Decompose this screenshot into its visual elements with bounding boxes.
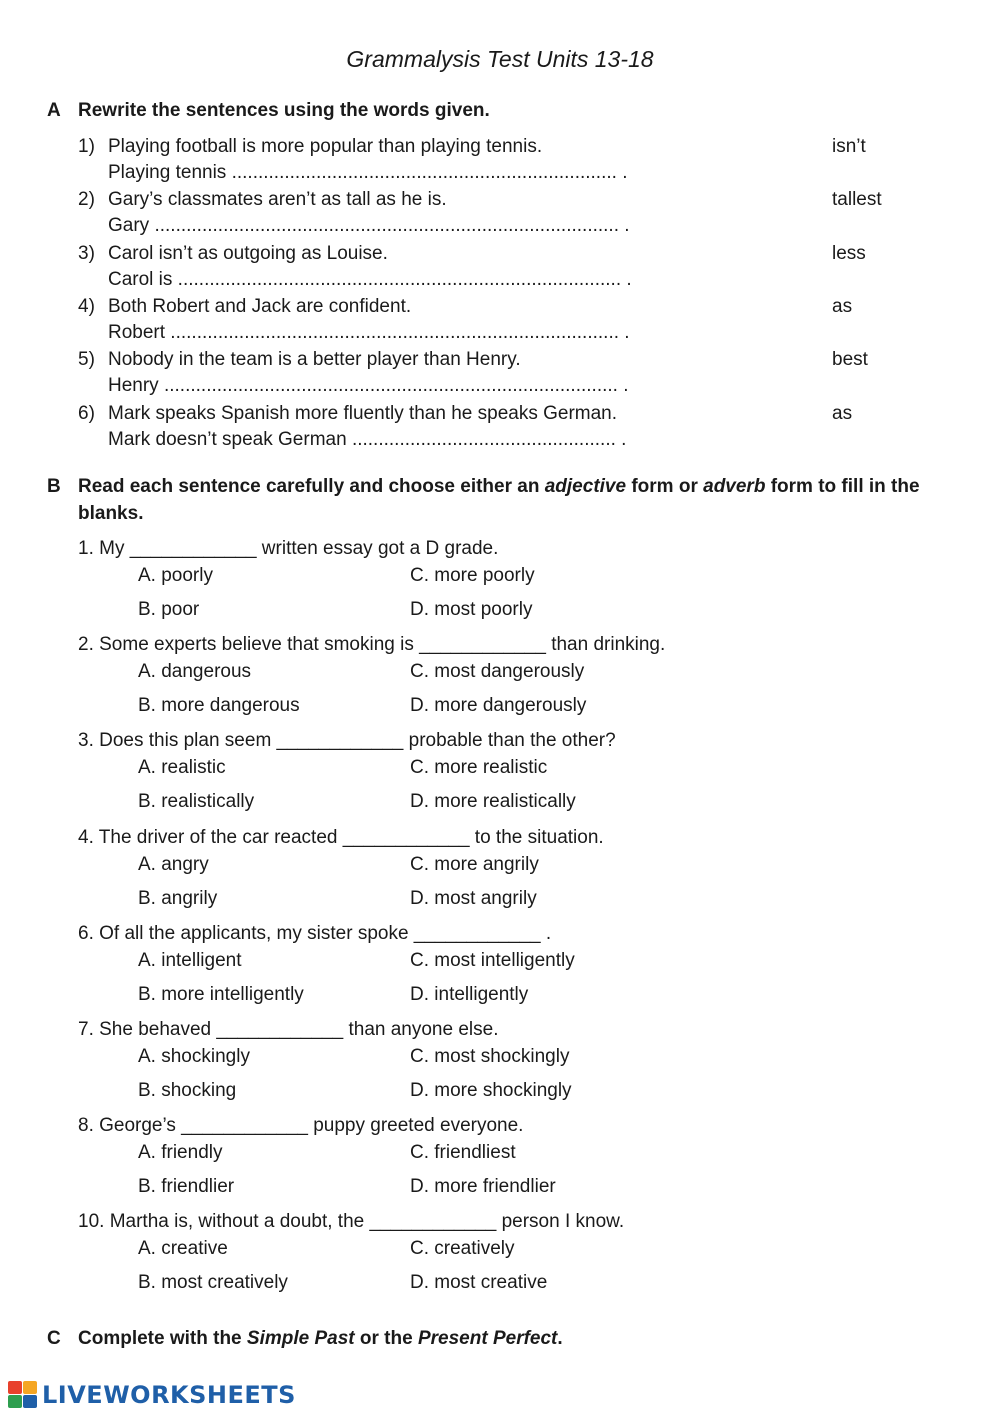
page-title: Grammalysis Test Units 13-18	[346, 46, 654, 72]
rewrite-item-number: 4)	[78, 296, 95, 317]
option-c: C. most dangerously	[410, 661, 585, 682]
option-d: D. most angrily	[410, 888, 537, 909]
option-d: D. more dangerously	[410, 695, 587, 716]
rewrite-item-number: 3)	[78, 243, 95, 264]
option-c: C. more realistic	[410, 757, 548, 778]
section-c-heading-italic: Simple Past	[246, 1328, 355, 1349]
option-d: D. more friendlier	[410, 1176, 556, 1197]
rewrite-item-number: 2)	[78, 189, 95, 210]
rewrite-item-sentence: Carol isn’t as outgoing as Louise.	[108, 243, 388, 264]
option-b: B. friendlier	[138, 1176, 235, 1197]
section-a-heading: Rewrite the sentences using the words given.	[78, 100, 490, 121]
option-d: D. more realistically	[410, 791, 576, 812]
option-a: A. intelligent	[138, 950, 242, 971]
question-text: 2. Some experts believe that smoking is ____________ than drinking.	[78, 634, 666, 655]
rewrite-item-prompt: Carol is .................................................................................... .	[108, 269, 632, 290]
section-b-letter: B	[47, 476, 61, 497]
logo-text: LIVEWORKSHEETS	[42, 1381, 296, 1409]
section-c-heading	[78, 1325, 563, 1352]
rewrite-item-keyword: less	[832, 243, 866, 264]
rewrite-item-number: 6)	[78, 403, 95, 424]
rewrite-item-number: 1)	[78, 136, 95, 157]
section-c-heading-italic: Present Perfect	[417, 1328, 558, 1349]
logo-badge-icon	[8, 1381, 38, 1409]
option-d: D. more shockingly	[410, 1080, 572, 1101]
option-b: B. more dangerous	[138, 695, 300, 716]
section-c-heading-part: .	[557, 1328, 563, 1349]
logo-badge-square	[8, 1381, 22, 1394]
question-text: 4. The driver of the car reacted ____________ to the situation.	[78, 827, 604, 848]
option-a: A. angry	[138, 854, 209, 875]
rewrite-item-sentence: Both Robert and Jack are confident.	[108, 296, 412, 317]
section-c-letter: C	[47, 1328, 61, 1349]
question-text: 1. My ____________ written essay got a D grade.	[78, 538, 499, 559]
option-c: C. creatively	[410, 1238, 515, 1259]
rewrite-item-keyword: as	[832, 403, 853, 424]
rewrite-item-sentence: Mark speaks Spanish more fluently than he speaks German.	[108, 403, 618, 424]
option-d: D. most poorly	[410, 599, 533, 620]
rewrite-item-sentence: Gary’s classmates aren’t as tall as he is.	[108, 189, 447, 210]
option-b: B. most creatively	[138, 1272, 288, 1293]
question-text: 8. George’s ____________ puppy greeted everyone.	[78, 1115, 524, 1136]
option-a: A. realistic	[138, 757, 226, 778]
option-a: A. shockingly	[138, 1046, 250, 1067]
section-b-heading-part: form to fill in the blanks.	[78, 476, 920, 524]
option-c: C. more poorly	[410, 565, 535, 586]
rewrite-item-prompt: Mark doesn’t speak German .................................................. .	[108, 429, 627, 450]
rewrite-item-keyword: best	[832, 349, 868, 370]
option-d: D. most creative	[410, 1272, 548, 1293]
question-text: 3. Does this plan seem ____________ probable than the other?	[78, 730, 616, 751]
section-b-heading-part: Read each sentence carefully and choose either an	[78, 476, 545, 497]
rewrite-item-prompt: Henry ...................................................................................... .	[108, 375, 629, 396]
rewrite-item-prompt: Gary ........................................................................................ .	[108, 215, 630, 236]
option-a: A. friendly	[138, 1142, 223, 1163]
option-a: A. poorly	[138, 565, 213, 586]
option-c: C. most shockingly	[410, 1046, 570, 1067]
logo-badge-square	[23, 1395, 37, 1408]
rewrite-item-prompt: Robert ..................................................................................... .	[108, 322, 630, 343]
rewrite-item-keyword: tallest	[832, 189, 882, 210]
question-text: 10. Martha is, without a doubt, the ____________ person I know.	[78, 1211, 625, 1232]
question-text: 6. Of all the applicants, my sister spoke ____________ .	[78, 923, 552, 944]
option-c: C. more angrily	[410, 854, 539, 875]
section-b-heading-italic: adverb	[703, 476, 766, 497]
section-a-letter: A	[47, 100, 61, 121]
rewrite-item-sentence: Playing football is more popular than playing tennis.	[108, 136, 543, 157]
question-text: 7. She behaved ____________ than anyone else.	[78, 1019, 499, 1040]
option-c: C. most intelligently	[410, 950, 575, 971]
rewrite-item-prompt: Playing tennis ......................................................................... .	[108, 162, 628, 183]
section-b-heading-part: form or	[626, 476, 704, 497]
option-a: A. creative	[138, 1238, 228, 1259]
rewrite-item-keyword: isn’t	[832, 136, 866, 157]
section-c-heading-part: Complete with the	[78, 1328, 247, 1349]
option-b: B. more intelligently	[138, 984, 304, 1005]
section-b-heading-italic: adjective	[544, 476, 627, 497]
rewrite-item-number: 5)	[78, 349, 95, 370]
option-d: D. intelligently	[410, 984, 529, 1005]
option-b: B. shocking	[138, 1080, 237, 1101]
option-b: B. poor	[138, 599, 200, 620]
logo-badge-square	[8, 1395, 22, 1408]
rewrite-item-sentence: Nobody in the team is a better player than Henry.	[108, 349, 521, 370]
section-c-heading-part: or the	[354, 1328, 418, 1349]
option-c: C. friendliest	[410, 1142, 516, 1163]
option-a: A. dangerous	[138, 661, 252, 682]
liveworksheets-logo	[8, 1380, 296, 1410]
logo-badge-square	[23, 1381, 37, 1394]
option-b: B. angrily	[138, 888, 218, 909]
section-b-heading	[78, 473, 958, 527]
option-b: B. realistically	[138, 791, 255, 812]
rewrite-item-keyword: as	[832, 296, 853, 317]
